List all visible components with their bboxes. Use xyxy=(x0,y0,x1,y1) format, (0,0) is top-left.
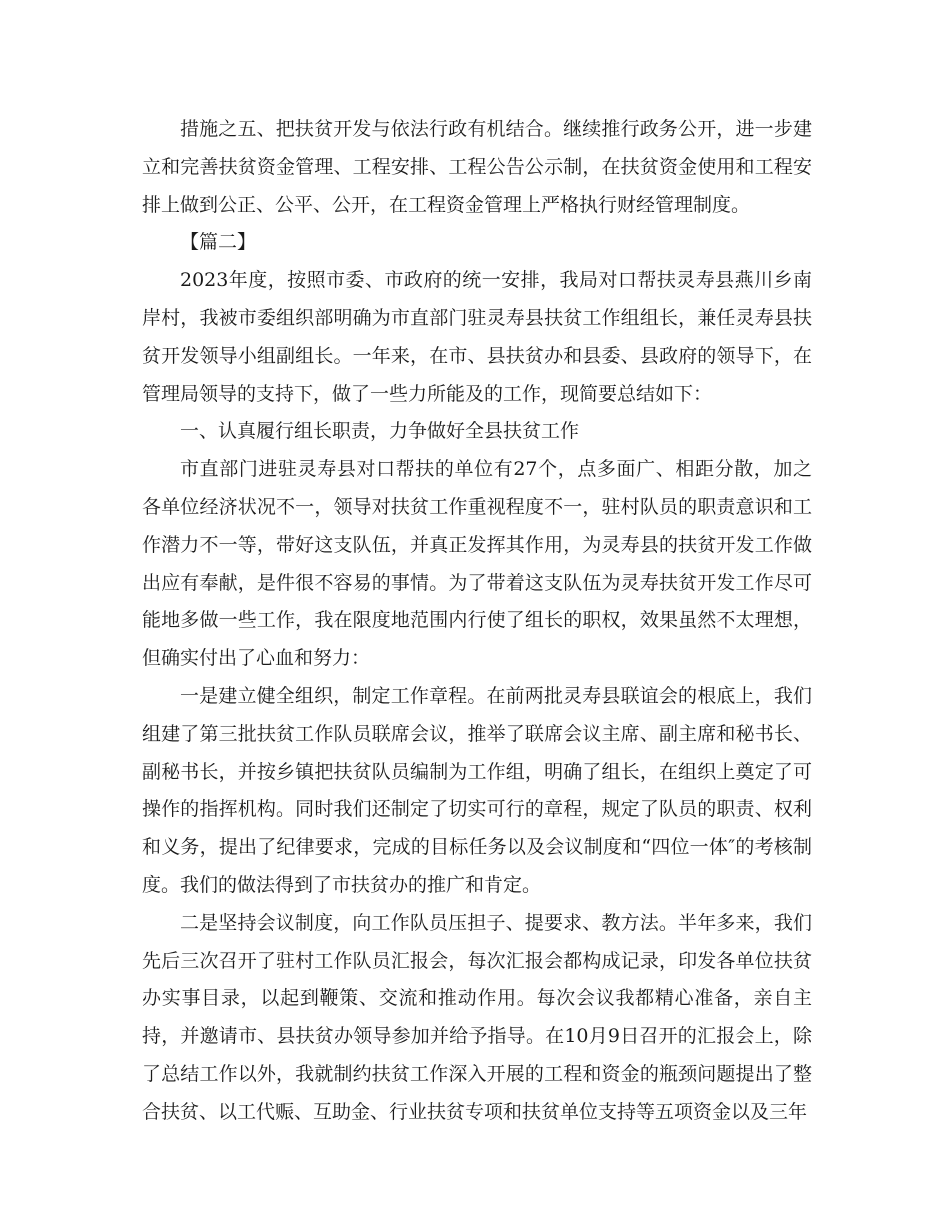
paragraph-meeting-system: 二是坚持会议制度，向工作队员压担子、提要求、教方法。半年多来，我们先后三次召开了驻村工作队员汇报会，每次汇报会都构成记录，印发各单位扶贫办实事目录，以起到鞭策、交流和推动作用。每次会议我都精心准备，亲自主持，并邀请市、县扶贫办领导参加并给予指导。在10月9日召开的汇报会上，除了总结工作以外，我就制约扶贫工作深入开展的工程和资金的瓶颈问题提出了整合扶贫、以工代赈、互助金、行业扶贫专项和扶贫单位支持等五项资金以及三年 xyxy=(142,911,812,1123)
paragraph-intro-2023: 2023年度，按照市委、市政府的统一安排，我局对口帮扶灵寿县燕川乡南岸村，我被市委组织部明确为市直部门驻灵寿县扶贫工作组组长，兼任灵寿县扶贫开发领导小组副组长。一年来，在市、县扶贫办和县委、县政府的领导下，在管理局领导的支持下，做了一些力所能及的工作，现简要总结如下： xyxy=(142,269,812,405)
document-body xyxy=(142,111,812,1132)
paragraph-organization: 一是建立健全组织，制定工作章程。在前两批灵寿县联谊会的根底上，我们组建了第三批扶贫工作队员联席会议，推举了联席会议主席、副主席和秘书长、副秘书长，并按乡镇把扶贫队员编制为工作组，明确了组长，在组织上奠定了可操作的指挥机构。同时我们还制定了切实可行的章程，规定了队员的职责、权利和义务，提出了纪律要求，完成的目标任务以及会议制度和“四位一体″的考核制度。我们的做法得到了市扶贫办的推广和肯定。 xyxy=(142,684,812,896)
paragraph-units-overview: 市直部门进驻灵寿县对口帮扶的单位有27个，点多面广、相距分散，加之各单位经济状况不一，领导对扶贫工作重视程度不一，驻村队员的职责意识和工作潜力不一等，带好这支队伍，并真正发挥其作用，为灵寿县的扶贫开发工作做出应有奉献，是件很不容易的事情。为了带着这支队伍为灵寿扶贫开发工作尽可能地多做一些工作，我在限度地范围内行使了组长的职权，效果虽然不太理想，但确实付出了心血和努力： xyxy=(142,458,812,670)
paragraph-measure-five: 措施之五、把扶贫开发与依法行政有机结合。继续推行政务公开，进一步建立和完善扶贫资金管理、工程安排、工程公告公示制，在扶贫资金使用和工程安排上做到公正、公平、公开，在工程资金管理上严格执行财经管理制度。 xyxy=(142,118,812,216)
section-heading-part-two: 【篇二】 xyxy=(180,231,257,254)
subheading-leader-duties: 一、认真履行组长职责，力争做好全县扶贫工作 xyxy=(180,420,580,443)
